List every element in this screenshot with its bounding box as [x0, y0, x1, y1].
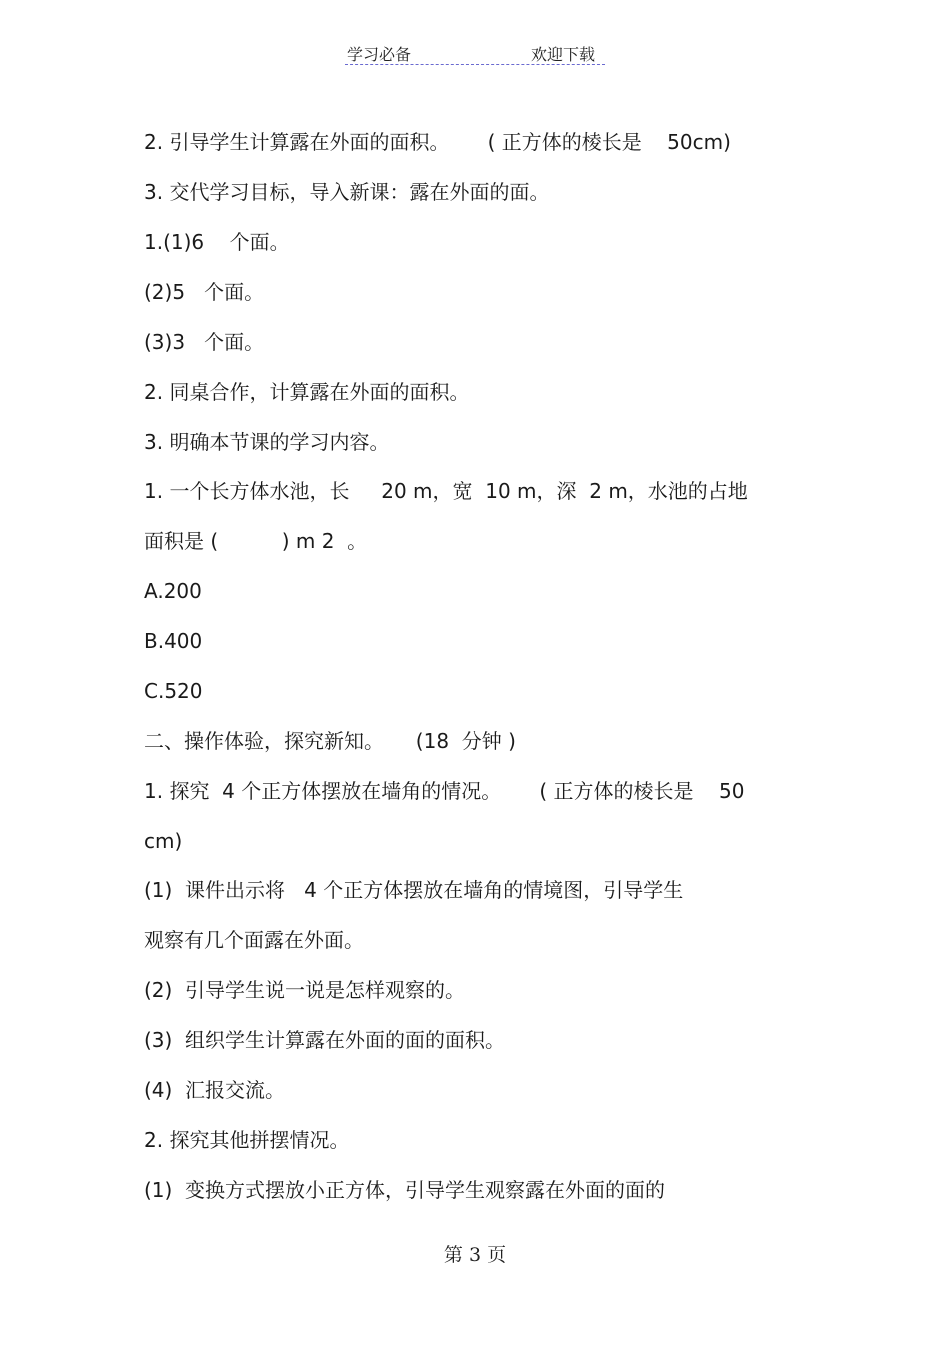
- header-right-text: 欢迎下载: [531, 45, 596, 64]
- text-line: (3)3 个面。: [144, 330, 265, 354]
- text-line: 1. 一个长方体水池，长 20 m，宽 10 m，深 2 m，水池的占地: [144, 479, 748, 503]
- answer-option: C.520: [144, 679, 203, 703]
- text-line: 2. 探究其他拼摆情况。: [144, 1128, 350, 1152]
- text-line: (2)5 个面。: [144, 280, 265, 304]
- text-line: 1. 探究 4 个正方体摆放在墙角的情况。 ( 正方体的棱长是 50: [144, 779, 745, 803]
- text-line: (3) 组织学生计算露在外面的面的面积。: [144, 1028, 506, 1052]
- text-line: (2) 引导学生说一说是怎样观察的。: [144, 978, 466, 1002]
- section-heading: 二、操作体验，探究新知。 (18 分钟 ): [144, 729, 516, 753]
- text-line: 3. 明确本节课的学习内容。: [144, 430, 390, 454]
- text-line: 2. 同桌合作，计算露在外面的面积。: [144, 380, 470, 404]
- text-line: cm): [144, 829, 183, 853]
- text-line: 面积是 ( ) m 2 。: [144, 529, 368, 553]
- answer-option: A.200: [144, 579, 202, 603]
- text-line: 观察有几个面露在外面。: [144, 928, 364, 952]
- page-number: 第 3 页: [443, 1244, 507, 1266]
- text-line: (4) 汇报交流。: [144, 1078, 286, 1102]
- header-left-text: 学习必备: [347, 45, 412, 64]
- text-line: 3. 交代学习目标，导入新课：露在外面的面。: [144, 180, 550, 204]
- answer-option: B.400: [144, 629, 203, 653]
- text-line: (1) 课件出示将 4 个正方体摆放在墙角的情境图，引导学生: [144, 878, 684, 902]
- text-line: 1.(1)6 个面。: [144, 230, 290, 254]
- text-line: 2. 引导学生计算露在外面的面积。 ( 正方体的棱长是 50cm): [144, 130, 731, 154]
- text-line: (1) 变换方式摆放小正方体，引导学生观察露在外面的面的: [144, 1178, 666, 1202]
- page-header: [345, 40, 605, 65]
